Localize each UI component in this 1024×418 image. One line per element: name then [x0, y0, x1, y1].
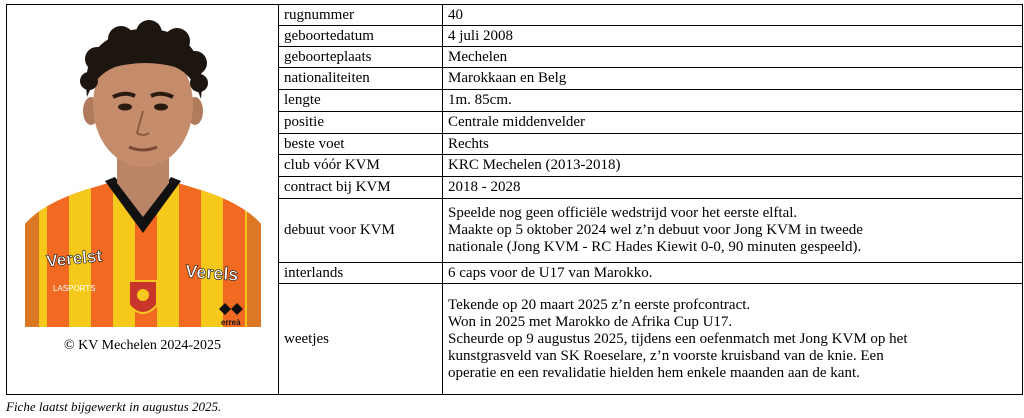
sponsor-left-text: Verelst [45, 246, 103, 271]
value-line: Speelde nog geen officiële wedstrijd voor het eerste elftal. [448, 205, 798, 221]
value-line: Tekende op 20 maart 2025 z’n eerste profcontract. [448, 296, 751, 313]
value-line: 2018 - 2028 [448, 179, 521, 195]
value-line: Mechelen [448, 48, 508, 65]
row-value [443, 177, 1023, 199]
kit-brand-text: erreà [221, 318, 241, 327]
value-line: Centrale middenvelder [448, 114, 586, 130]
player-portrait-photo [25, 19, 261, 327]
value-line: 4 juli 2008 [448, 27, 514, 44]
row-value [443, 263, 1023, 284]
row-value [443, 90, 1023, 112]
value-line: Maakte op 5 oktober 2024 wel z’n debuut voor Jong KVM in tweede [448, 222, 863, 238]
row-value [443, 112, 1023, 134]
club-crest-icon [129, 281, 157, 313]
row-label: club vóór KVM [279, 155, 443, 177]
row-value [443, 155, 1023, 177]
fact-sheet-body [7, 5, 1023, 395]
row-label: positie [279, 112, 443, 134]
value-line: Rechts [448, 135, 489, 152]
value-line: 1m. 85cm. [448, 92, 512, 108]
value-line: KRC Mechelen (2013-2018) [448, 157, 621, 173]
value-line: nationale (Jong KVM - RC Hades Kiewit 0-0, 90 minuten gespeeld). [448, 239, 862, 255]
row-label: weetjes [279, 284, 443, 395]
last-updated-note: Fiche laatst bijgewerkt in augustus 2025. [6, 399, 222, 414]
row-value [443, 47, 1023, 68]
value-line: Won in 2025 met Marokko de Afrika Cup U17. [448, 313, 733, 330]
row-label: lengte [279, 90, 443, 112]
row-label: contract bij KVM [279, 177, 443, 199]
sponsor-right-text: Verels [184, 261, 240, 285]
row-label: geboortedatum [279, 26, 443, 47]
row-value [443, 284, 1023, 395]
row-label: debuut voor KVM [279, 199, 443, 263]
value-line: operatie en een revalidatie hielden hem enkele maanden aan de kant. [448, 364, 860, 381]
photo-copyright-caption: © KV Mechelen 2024-2025 [64, 338, 221, 353]
row-label: interlands [279, 263, 443, 284]
row-label: rugnummer [279, 5, 443, 26]
value-line: Scheurde op 9 augustus 2025, tijdens een oefenmatch met Jong KVM op het [448, 330, 908, 347]
row-label: beste voet [279, 134, 443, 155]
row-value [443, 199, 1023, 263]
row-label: geboorteplaats [279, 47, 443, 68]
photo-cell [7, 5, 279, 395]
row-label: nationaliteiten [279, 68, 443, 90]
kit-small-print: LASPORTS [53, 284, 96, 293]
value-line: kunstgrasveld van SK Roeselare, z’n voorste kruisband van de knie. Een [448, 347, 884, 364]
value-line: 40 [448, 6, 463, 23]
value-line: 6 caps voor de U17 van Marokko. [448, 264, 653, 281]
row-value [443, 68, 1023, 90]
row-value [443, 26, 1023, 47]
value-line: Marokkaan en Belg [448, 70, 567, 86]
player-fact-sheet [6, 4, 1023, 395]
row-value [443, 134, 1023, 155]
row-value [443, 5, 1023, 26]
